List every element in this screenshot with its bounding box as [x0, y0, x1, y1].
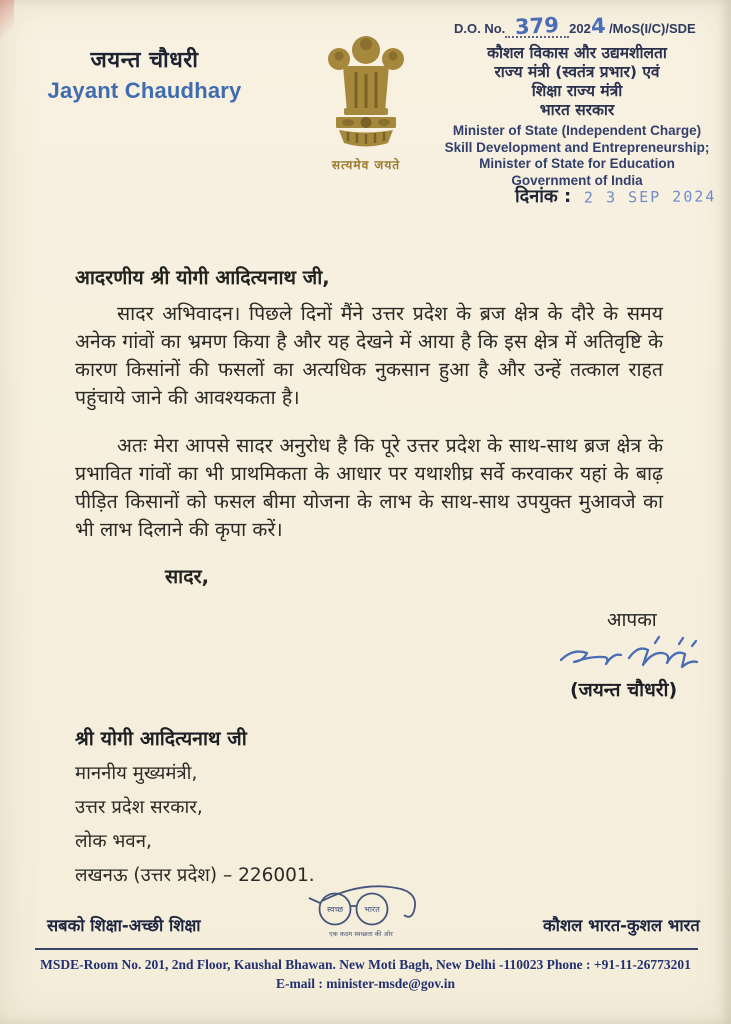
scan-artifact-corner [0, 0, 14, 46]
ashoka-lion-capital-icon [323, 32, 409, 150]
do-suffix: /MoS(I/C)/SDE [605, 21, 696, 36]
do-number-handwritten: 379 [514, 12, 560, 40]
office-block [428, 12, 726, 189]
signed-name: (जयन्त चौधरी) [570, 679, 678, 701]
date-label: दिनांक : [515, 186, 572, 207]
recipient-name: श्री योगी आदित्यनाथ जी [75, 727, 247, 750]
footer-tagline-skill: कौशल भारत-कुशल भारत [543, 916, 700, 935]
body-paragraph-2: अतः मेरा आपसे सादर अनुरोध है कि पूरे उत्तर प्रदेश के साथ-साथ ब्रज क्षेत्र के प्रभावित गांवों का भी प्राथमिकता के आधार पर यथाशीघ्र सर्वे करवाकर यहां के बाढ़ पीड़ित किसानों को फसल बीमा योजना के लाभ के साथ-साथ उपयुक्त मुआवजे का भी लाभ दिलाने की कृपा करें। [75, 434, 663, 541]
office-english-lines [428, 123, 726, 189]
recipient-line: माननीय मुख्यमंत्री, [75, 763, 198, 784]
sender-name-hindi: जयन्त चौधरी [90, 48, 199, 73]
swachh-right-lens-text: भारत [364, 905, 380, 914]
swachh-tagline: एक कदम स्वच्छता की ओर [329, 930, 393, 938]
sender-name-english: Jayant Chaudhary [47, 78, 242, 103]
do-number-line [428, 12, 726, 40]
footer-address: MSDE-Room No. 201, 2nd Floor, Kaushal Bhawan. New Moti Bagh, New Delhi -110023 Phone : +91-11-26773201 [40, 957, 691, 972]
recipient-block [75, 724, 315, 887]
do-year-handwritten: 4 [590, 13, 607, 39]
sender-name-block [42, 44, 247, 104]
recipient-line: लखनऊ (उत्तर प्रदेश) – 226001. [75, 865, 315, 886]
do-dotted-line [505, 12, 569, 40]
office-en-line: Minister of State (Independent Charge) [452, 123, 702, 138]
office-hi-line: शिक्षा राज्य मंत्री [531, 82, 623, 100]
swachh-left-lens-text: स्वच्छ [326, 905, 344, 914]
body-paragraph-1: सादर अभिवादन। पिछले दिनों मैंने उत्तर प्रदेश के ब्रज क्षेत्र के दौरे के समय अनेक गांवों का भ्रमण किया है और यह देखने में आया है कि इस क्षेत्र में अतिवृष्टि के कारण किसांनों की फसलों का अत्यधिक नुकसान हुआ है और उन्हें तत्काल राहत पहुंचाये जाने की आवश्यकता है। [75, 302, 663, 409]
office-en-line: Minister of State for Education [479, 156, 675, 171]
closing-word: सादर, [165, 565, 209, 588]
footer-email: E-mail : minister-msde@gov.in [276, 976, 455, 991]
recipient-line: उत्तर प्रदेश सरकार, [75, 797, 203, 818]
handwritten-signature-icon [555, 634, 710, 680]
swachh-bharat-spectacles-icon [305, 876, 427, 942]
valediction: आपका [607, 609, 657, 631]
recipient-line: लोक भवन, [75, 831, 152, 852]
date-line [515, 184, 717, 208]
footer-tagline-education: सबको शिक्षा-अच्छी शिक्षा [47, 916, 201, 935]
do-year-printed: 202 [569, 21, 591, 36]
office-en-line: Government of India [511, 172, 643, 188]
office-en-line: Skill Development and Entrepreneurship; [444, 139, 710, 155]
national-emblem [316, 32, 416, 173]
office-hi-line: राज्य मंत्री (स्वतंत्र प्रभार) एवं [494, 63, 660, 81]
footer-divider [35, 948, 698, 950]
footer-address-block [0, 955, 731, 993]
office-hi-line: कौशल विकास और उद्यमशीलता [487, 44, 667, 62]
do-prefix: D.O. No. [454, 21, 506, 36]
office-hi-line: भारत सरकार [539, 101, 615, 119]
office-hindi-lines [428, 44, 726, 120]
salutation: आदरणीय श्री योगी आदित्यनाथ जी, [75, 266, 330, 289]
date-stamp: 2 3 SEP 2024 [584, 187, 717, 207]
swachh-bharat-logo [305, 876, 427, 946]
emblem-motto: सत्यमेव जयते [331, 158, 401, 172]
